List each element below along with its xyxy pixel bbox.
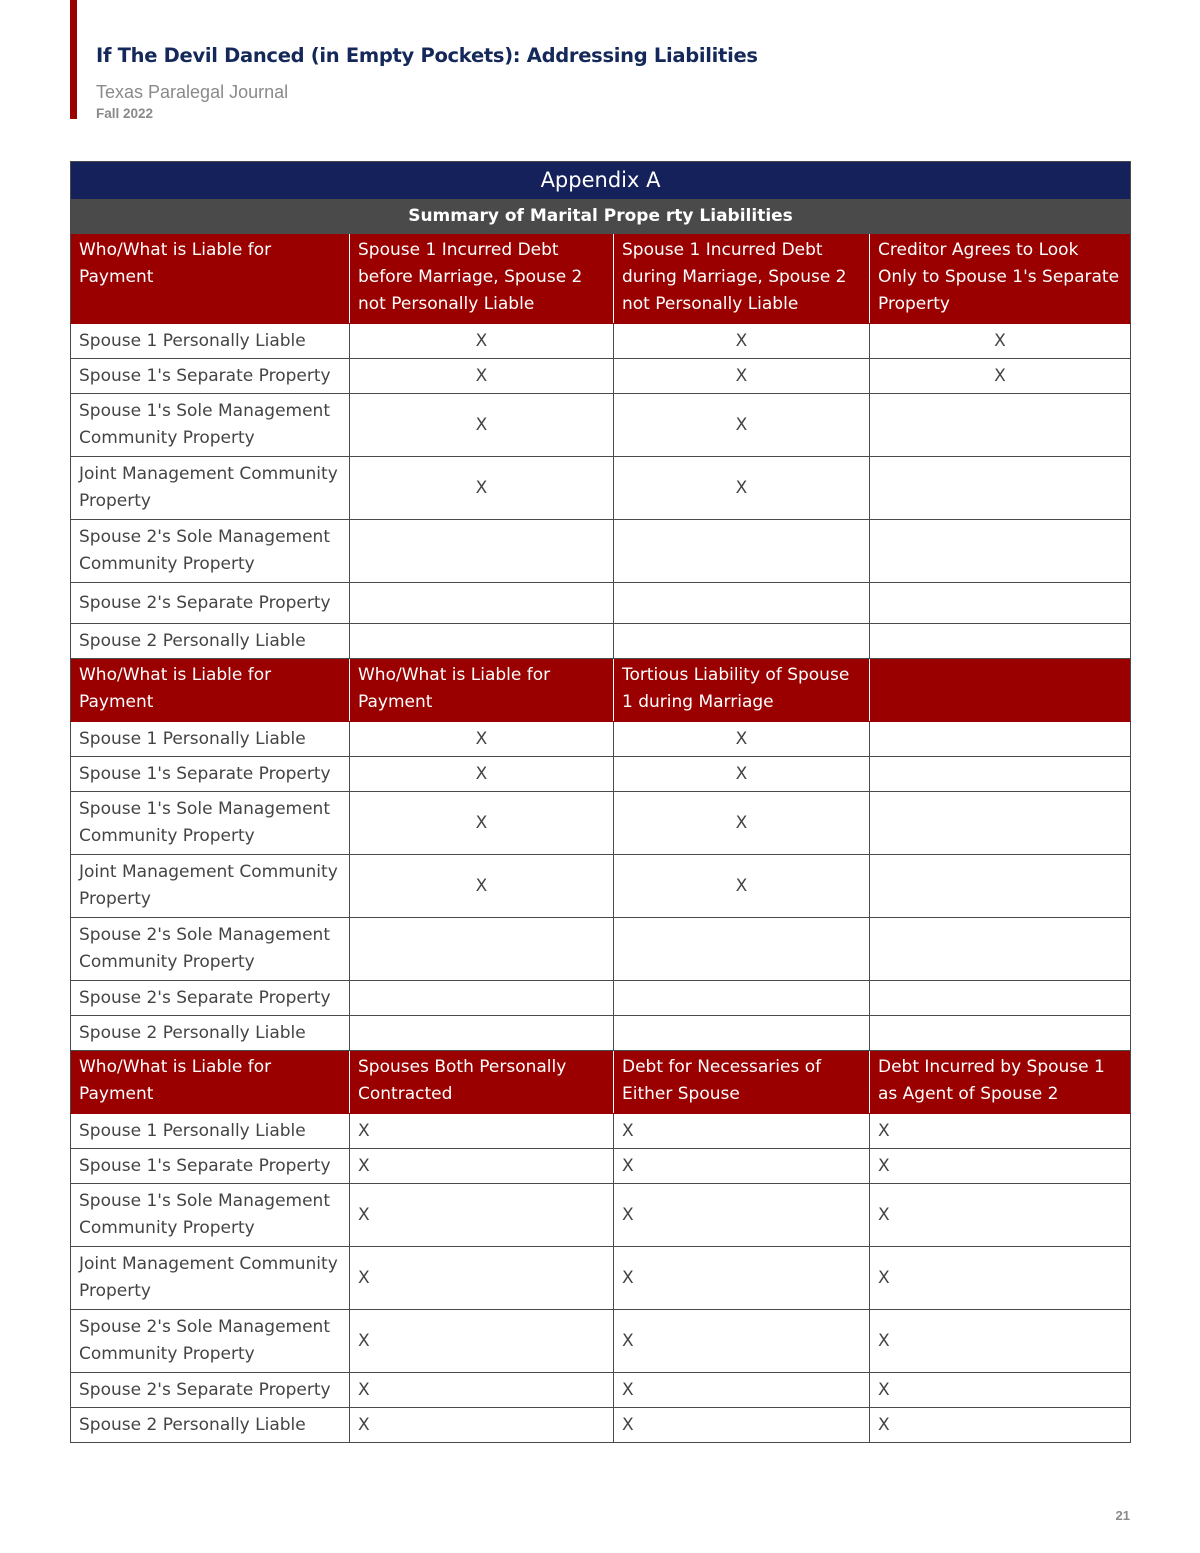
table-row xyxy=(71,583,1131,624)
liability-mark: X xyxy=(350,1310,614,1373)
table-row xyxy=(71,1016,1131,1051)
table-row xyxy=(71,1408,1131,1443)
table-row xyxy=(71,457,1131,520)
liability-mark xyxy=(870,792,1131,855)
column-header xyxy=(870,659,1131,722)
row-label: Spouse 2's Sole Management Community Property xyxy=(71,520,350,583)
table-subtitle-row xyxy=(71,200,1131,234)
journal-name: Texas Paralegal Journal xyxy=(96,82,289,102)
row-label: Spouse 1's Sole Management Community Property xyxy=(71,1184,350,1247)
table-row xyxy=(71,722,1131,757)
liability-mark: X xyxy=(614,1184,870,1247)
table-row xyxy=(71,394,1131,457)
column-header: Who/What is Liable for Payment xyxy=(71,659,350,722)
liability-mark: X xyxy=(350,394,614,457)
liability-mark: X xyxy=(350,1184,614,1247)
column-header: Tortious Liability of Spouse 1 during Marriage xyxy=(614,659,870,722)
row-label: Spouse 2's Separate Property xyxy=(71,981,350,1016)
liability-mark: X xyxy=(614,1310,870,1373)
row-label: Spouse 2 Personally Liable xyxy=(71,1408,350,1443)
table-row xyxy=(71,520,1131,583)
liability-mark: X xyxy=(614,757,870,792)
row-label: Spouse 2 Personally Liable xyxy=(71,624,350,659)
liability-mark xyxy=(350,583,614,624)
section-header-row xyxy=(71,659,1131,722)
liability-mark: X xyxy=(614,1247,870,1310)
liability-mark xyxy=(870,855,1131,918)
row-label: Spouse 1's Separate Property xyxy=(71,757,350,792)
table-row xyxy=(71,1184,1131,1247)
liability-mark xyxy=(870,1016,1131,1051)
table-row xyxy=(71,1310,1131,1373)
liability-mark: X xyxy=(350,359,614,394)
row-label: Spouse 1 Personally Liable xyxy=(71,722,350,757)
liability-mark: X xyxy=(614,359,870,394)
table-title-row xyxy=(71,162,1131,200)
section-header-row xyxy=(71,1051,1131,1114)
liability-mark xyxy=(614,981,870,1016)
liability-mark: X xyxy=(870,1247,1131,1310)
table-row xyxy=(71,624,1131,659)
liability-mark: X xyxy=(614,792,870,855)
table-title: Appendix A xyxy=(71,162,1131,200)
liability-mark xyxy=(870,583,1131,624)
table-row xyxy=(71,1247,1131,1310)
liability-mark xyxy=(350,981,614,1016)
liability-mark: X xyxy=(614,324,870,359)
liability-mark xyxy=(870,394,1131,457)
liability-mark: X xyxy=(870,359,1131,394)
column-header: Debt for Necessaries of Either Spouse xyxy=(614,1051,870,1114)
table-row xyxy=(71,757,1131,792)
table-row xyxy=(71,792,1131,855)
table-row xyxy=(71,855,1131,918)
liability-mark: X xyxy=(614,394,870,457)
liability-mark: X xyxy=(350,757,614,792)
row-label: Spouse 2's Separate Property xyxy=(71,1373,350,1408)
liability-mark xyxy=(870,722,1131,757)
table-row xyxy=(71,1149,1131,1184)
liability-mark xyxy=(870,624,1131,659)
row-label: Spouse 1's Sole Management Community Property xyxy=(71,394,350,457)
liability-mark: X xyxy=(870,1184,1131,1247)
column-header: Spouse 1 Incurred Debt before Marriage, Spouse 2 not Personally Liable xyxy=(350,234,614,324)
liability-mark: X xyxy=(350,792,614,855)
liability-mark: X xyxy=(350,1149,614,1184)
row-label: Joint Management Community Property xyxy=(71,1247,350,1310)
article-title: If The Devil Danced (in Empty Pockets): Addressing Liabilities xyxy=(96,44,758,67)
liability-mark: X xyxy=(614,1408,870,1443)
liability-mark xyxy=(870,757,1131,792)
liability-mark: X xyxy=(870,1149,1131,1184)
liability-mark: X xyxy=(350,1373,614,1408)
liability-mark: X xyxy=(350,1247,614,1310)
liability-mark: X xyxy=(350,855,614,918)
liability-mark: X xyxy=(614,722,870,757)
liability-mark xyxy=(870,457,1131,520)
liability-mark xyxy=(350,918,614,981)
row-label: Joint Management Community Property xyxy=(71,855,350,918)
row-label: Spouse 2 Personally Liable xyxy=(71,1016,350,1051)
section-header-row xyxy=(71,234,1131,324)
table-row xyxy=(71,981,1131,1016)
column-header: Who/What is Liable for Payment xyxy=(71,234,350,324)
liability-mark: X xyxy=(870,1408,1131,1443)
liability-mark: X xyxy=(350,1114,614,1149)
liability-mark xyxy=(870,918,1131,981)
accent-bar xyxy=(70,0,77,119)
liability-mark: X xyxy=(870,1373,1131,1408)
liability-mark: X xyxy=(350,324,614,359)
table-subtitle: Summary of Marital Prope rty Liabilities xyxy=(71,200,1131,234)
liability-mark: X xyxy=(614,855,870,918)
row-label: Spouse 2's Sole Management Community Property xyxy=(71,918,350,981)
column-header: Creditor Agrees to Look Only to Spouse 1's Separate Property xyxy=(870,234,1131,324)
issue-label: Fall 2022 xyxy=(96,106,154,121)
row-label: Spouse 1's Separate Property xyxy=(71,359,350,394)
page-number: 21 xyxy=(1115,1508,1130,1523)
liability-mark: X xyxy=(350,457,614,520)
liability-mark: X xyxy=(870,324,1131,359)
liabilities-table xyxy=(70,161,1131,1443)
liability-mark: X xyxy=(870,1114,1131,1149)
row-label: Spouse 1's Sole Management Community Property xyxy=(71,792,350,855)
row-label: Joint Management Community Property xyxy=(71,457,350,520)
table-row xyxy=(71,1114,1131,1149)
column-header: Who/What is Liable for Payment xyxy=(350,659,614,722)
row-label: Spouse 1's Separate Property xyxy=(71,1149,350,1184)
liability-mark xyxy=(870,981,1131,1016)
column-header: Spouse 1 Incurred Debt during Marriage, Spouse 2 not Personally Liable xyxy=(614,234,870,324)
column-header: Debt Incurred by Spouse 1 as Agent of Spouse 2 xyxy=(870,1051,1131,1114)
liability-mark: X xyxy=(614,457,870,520)
liability-mark xyxy=(614,520,870,583)
liability-mark xyxy=(350,520,614,583)
liability-mark: X xyxy=(614,1114,870,1149)
liability-mark: X xyxy=(350,722,614,757)
column-header: Spouses Both Personally Contracted xyxy=(350,1051,614,1114)
table-row xyxy=(71,918,1131,981)
liability-mark: X xyxy=(870,1310,1131,1373)
column-header: Who/What is Liable for Payment xyxy=(71,1051,350,1114)
liability-mark xyxy=(350,624,614,659)
row-label: Spouse 1 Personally Liable xyxy=(71,1114,350,1149)
liability-mark: X xyxy=(614,1373,870,1408)
table-row xyxy=(71,324,1131,359)
liability-mark: X xyxy=(614,1149,870,1184)
table-row xyxy=(71,1373,1131,1408)
liability-mark xyxy=(614,918,870,981)
row-label: Spouse 2's Sole Management Community Property xyxy=(71,1310,350,1373)
liability-mark xyxy=(614,624,870,659)
liability-mark xyxy=(870,520,1131,583)
row-label: Spouse 2's Separate Property xyxy=(71,583,350,624)
liability-mark xyxy=(614,583,870,624)
liability-mark: X xyxy=(350,1408,614,1443)
liability-mark xyxy=(614,1016,870,1051)
table-row xyxy=(71,359,1131,394)
liability-mark xyxy=(350,1016,614,1051)
row-label: Spouse 1 Personally Liable xyxy=(71,324,350,359)
